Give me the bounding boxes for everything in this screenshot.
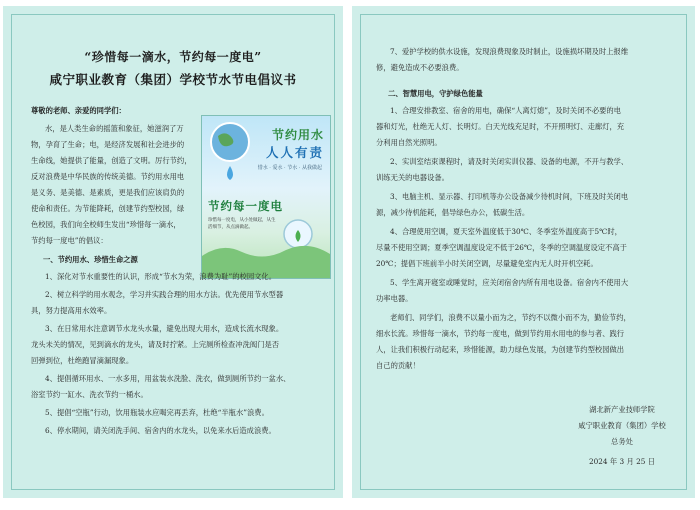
list-item-continued: 龙头未关的情况，见到滴水的龙头，请及时拧紧。上完厕所检查冲洗阀门是否 (31, 340, 280, 349)
intro-paragraph (31, 121, 196, 249)
list-item-continued: 器和灯光，杜绝无人灯、长明灯。白天光线充足时，不开照明灯、走廊灯，充 (376, 122, 625, 131)
closing-line: 自己的贡献！ (376, 361, 420, 370)
signature-dept: 总务处 (611, 437, 633, 446)
intro-line: 生命线，她提供了能量，创造了文明。厉行节约， (31, 156, 192, 165)
intro-line: 节约每一度电”的倡议： (31, 236, 108, 245)
section-heading: 二、智慧用电，守护绿色能量 (388, 89, 483, 98)
list-item: 4、合理使用空调，夏天室外温度低于30℃、冬季室外温度高于5℃时， (390, 227, 622, 236)
intro-line: 色校园，我们向全校师生发出“珍惜每一滴水， (31, 220, 181, 229)
page-title: “珍惜每一滴水，节约每一度电” (84, 50, 262, 64)
list-item-continued: 尽量不使用空调；夏季空调温度设定不低于26℃，冬季的空调温度设定不高于 (376, 243, 627, 252)
water-electricity-poster (201, 115, 331, 279)
list-item: 3、在日常用水注意调节水龙头水量，避免出现大用水，造成长流水现象。 (45, 324, 284, 333)
list-item-continued: 分利用自然光照明。 (376, 138, 442, 147)
signature-org: 咸宁职业教育（集团）学校 (578, 421, 666, 430)
list-item: 2、实训室结束课程时，请及时关闭实训仪器、设备的电源，不开与教学、 (390, 157, 629, 166)
page-subtitle: 咸宁职业教育（集团）学校节水节电倡议书 (49, 72, 297, 87)
closing-paragraph: 老师们、同学们，浪费不以量小而为之，节约不以微小而不为，勤俭节约， (390, 313, 631, 322)
list-item-continued: 源，减少待机能耗，倡导绿色办公，低碳生活。 (376, 208, 530, 217)
intro-line: 是义务、是美德、是素质，更是我们应该肩负的 (31, 188, 185, 197)
list-item: 5、提倡“空瓶”行动，饮用瓶装水应喝完再丢弃，杜绝“半瓶水”浪费。 (45, 408, 269, 417)
list-item: 4、提倡循环用水、一水多用，用盆装水洗脸、洗衣，做到厕所节约一盆水、 (45, 374, 291, 383)
item-7 (376, 44, 672, 76)
salutation: 尊敬的老师、亲爱的同学们： (31, 106, 126, 115)
poster-headline: 节约每一度电 (208, 199, 283, 213)
list-item-continued: 修，避免造成不必要浪费。 (376, 63, 464, 72)
list-item-continued: 训练无关的电器设备。 (376, 173, 449, 182)
signature-org: 湖北新产业技师学院 (589, 405, 655, 414)
list-item-continued: 功率电器。 (376, 294, 413, 303)
list-item: 1、深化对节水重要性的认识，形成“节水为荣，浪费为耻”的校园文化。 (45, 272, 277, 281)
left-page (3, 6, 343, 498)
intro-line: 物，孕育了生命；电，是经济发展和社会进步的 (31, 140, 185, 149)
poster-slogan: 惜水 · 爱水 · 节水 · 从我做起 (257, 165, 322, 171)
intro-line: 反对浪费是中华民族的传统美德。节约用水用电 (31, 172, 185, 181)
signature-date: 2024 年 3 月 25 日 (589, 457, 655, 466)
section-heading: 一、节约用水、珍惜生命之源 (43, 255, 138, 264)
poster-slogan: 珍惜每一度电，从小处做起，从生活细节，从点滴做起。 (208, 218, 276, 230)
poster-headline: 人人有责 (265, 145, 324, 160)
intro-line: 使命和责任。为节能降耗，创建节约型校园，绿 (31, 204, 185, 213)
list-item-continued: 回弹到位，杜绝跑冒滴漏现象。 (31, 356, 134, 365)
right-page (352, 6, 695, 498)
list-item: 3、电脑主机、显示器、打印机等办公设备减少待机时间，下班及时关闭电 (390, 192, 629, 201)
list-item: 5、学生离开寝室或睡觉时，应关闭宿舍内所有用电设备。宿舍内不使用大 (390, 278, 629, 287)
closing-line: 细水长流。珍惜每一滴水，节约每一度电，做到节约用水用电的参与者、践行 (376, 329, 625, 338)
list-item: 1、合理安排教室、宿舍的用电，确保“人离灯熄”，及时关闭不必要的电 (390, 106, 622, 115)
list-item: 7、爱护学校的供水设施，发现浪费现象及时制止，设施损坏期及时上报维 (390, 47, 629, 56)
section1-list (31, 269, 321, 439)
water-drop-icon (227, 166, 233, 180)
list-item: 6、停水期间，请关闭洗手间、宿舍内的水龙头，以免来水后造成浪费。 (45, 426, 276, 435)
section2-list (376, 103, 672, 374)
closing-line: 人，让我们积极行动起来，珍惜能源，助力绿色发展，为创建节约型校园做出 (376, 345, 625, 354)
intro-line: 水，是人类生命的摇篮和象征，她滋润了万 (45, 124, 184, 133)
list-item: 2、树立科学的用水观念，学习并实践合理的用水方法。优先使用节水型器 (45, 290, 284, 299)
poster-headline: 节约用水 (271, 128, 324, 142)
list-item-continued: 浴室节约一缸水、洗衣节约一桶水。 (31, 390, 148, 399)
signature-block (562, 402, 682, 470)
list-item-continued: 20℃；提倡下班前半小时关闭空调，尽量避免室内无人时开机空耗。 (376, 259, 598, 268)
list-item-continued: 具，努力提高用水效率。 (31, 306, 112, 315)
